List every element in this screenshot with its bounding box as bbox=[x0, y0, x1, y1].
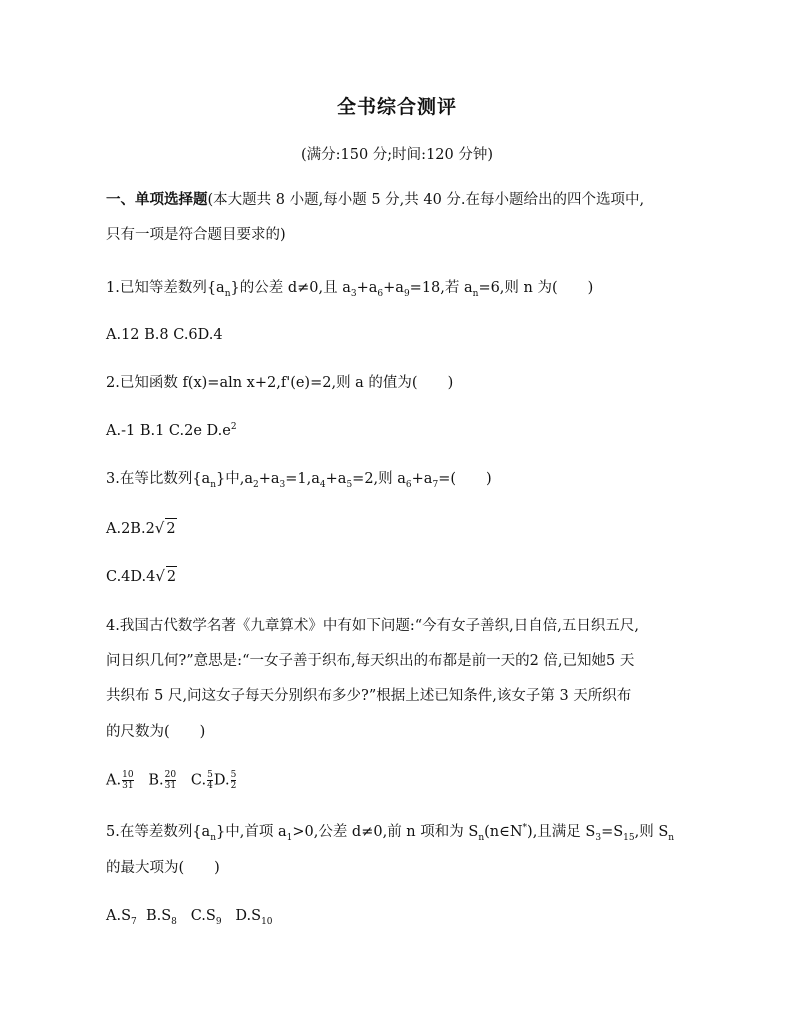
question-1-options: A.12 B.8 C.6D.4 bbox=[106, 327, 223, 343]
page-subtitle: (满分:150 分;时间:120 分钟) bbox=[300, 147, 494, 163]
fraction: $\frac{5}{4}$ bbox=[207, 770, 213, 791]
question-5-stem: 5.在等差数列$\{a_n\}$中,首项 $a_1>0$,公差 d≠0,前 n 项和为 $S_n(n\in N^*)$,且满足 $S_3=S_{15}$,则 $S_n$ bbox=[106, 823, 675, 843]
question-3-stem: 3.在等比数列$\{a_n\}$中$,a_2+a_3=1,a_4+a_5=2$,则 $a_6+a_7=$( ) bbox=[106, 471, 492, 490]
question-4-line1: 4.我国古代数学名著《九章算术》中有如下问题:“今有女子善织,日自倍,五日织五尺, bbox=[106, 618, 639, 634]
question-1-stem: 1.已知等差数列$\{a_n\}$的公差 d≠0,且 $a_3+a_6+a_9=18$,若 $a_n=6$,则 n 为( ) bbox=[106, 280, 594, 299]
page-title: 全书综合测评 bbox=[336, 96, 457, 118]
question-2-stem: 2.已知函数 f(x)=aln x+2,f'(e)=2,则 a 的值为( ) bbox=[106, 375, 454, 391]
question-4-line4: 的尺数为( ) bbox=[106, 724, 206, 740]
question-3-options-ab: A.2B.2√ 2 bbox=[106, 519, 176, 537]
fraction: $\frac{10}{31}$ bbox=[122, 770, 134, 791]
fraction: $\frac{20}{31}$ bbox=[164, 770, 177, 791]
question-4-line3: 共织布 5 尺,问这女子每天分别织布多少?”根据上述已知条件,该女子第 3 天所织布 bbox=[106, 688, 632, 704]
question-4-line2: 问日织几何?”意思是:“一女子善于织布,每天织出的布都是前一天的2 倍,已知她5 天 bbox=[106, 653, 635, 669]
section-title: 一、单项选择题 bbox=[106, 191, 208, 208]
section-heading bbox=[106, 190, 644, 210]
question-4-options: A. $\frac{10}{31}$ B. $\frac{20}{31}$ C. $\frac{5}{4}$ D. $\frac{5}{2}$ bbox=[106, 770, 237, 791]
section-desc-line2: 只有一项是符合题目要求的) bbox=[106, 227, 286, 243]
section-desc: (本大题共 8 小题,每小题 5 分,共 40 分.在每小题给出的四个选项中, bbox=[207, 192, 645, 208]
question-2-options: A.-1 B.1 C.2e $D.e^2$ bbox=[106, 422, 237, 439]
fraction: $\frac{5}{2}$ bbox=[230, 770, 237, 791]
question-5-options: $A.S_7$ $B.S_8$ $C.S_9$ $D.S_{10}$ bbox=[106, 908, 273, 927]
question-5-line2: 的最大项为( ) bbox=[106, 860, 220, 876]
question-3-options-cd: C.4D.4√ 2 bbox=[106, 567, 177, 585]
